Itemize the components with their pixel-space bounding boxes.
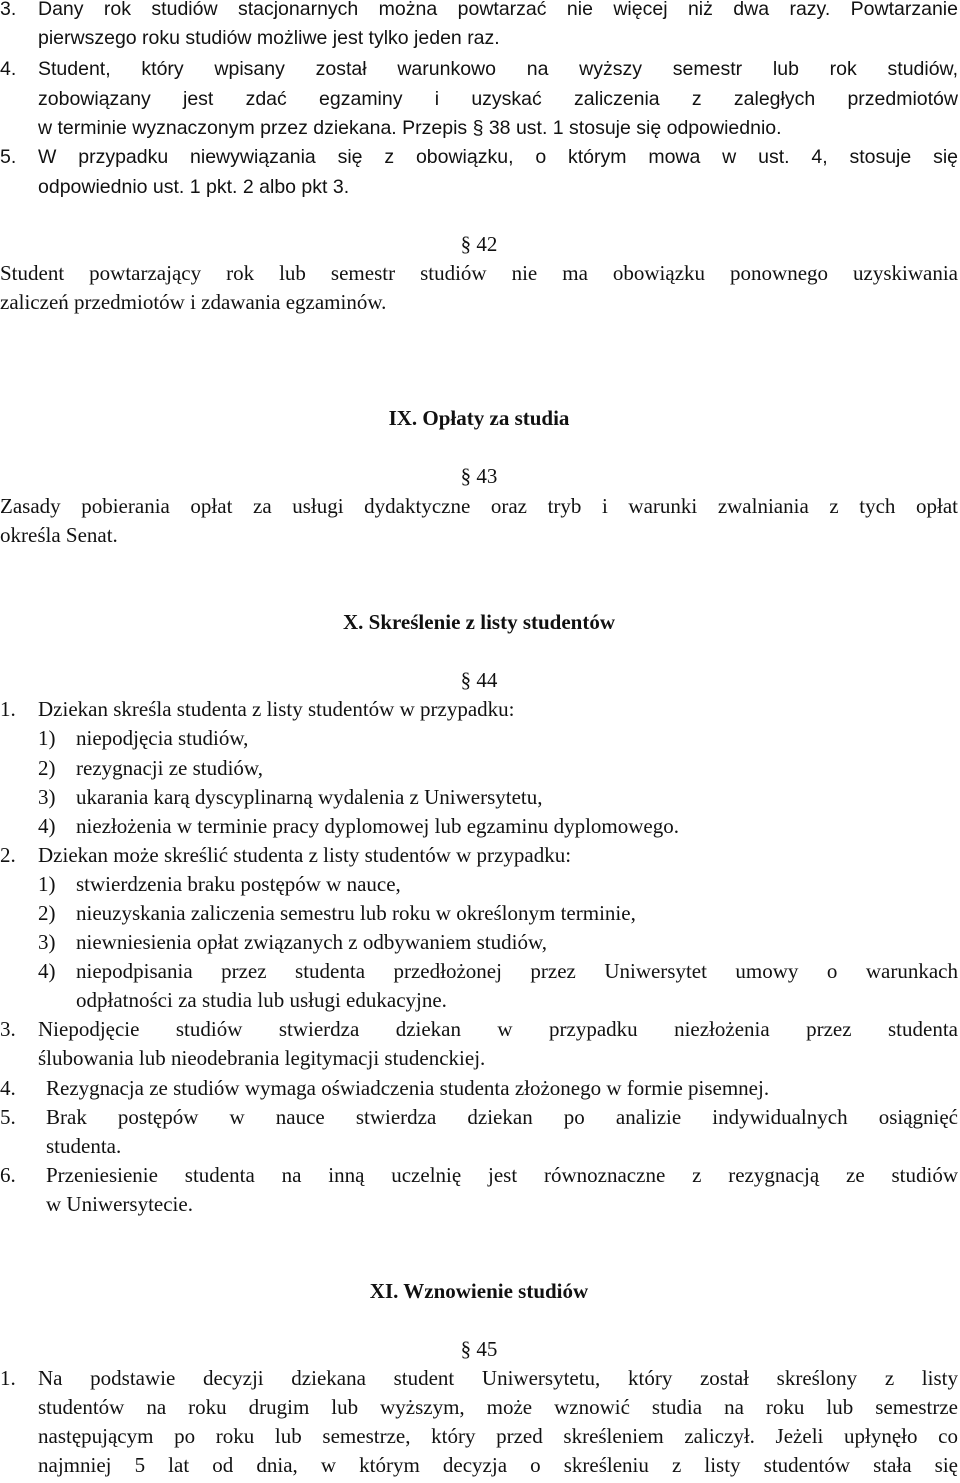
chapter-heading: IX. Opłaty za studia [388,406,570,430]
item-text: Rezygnacja ze studiów wymaga oświadczenia studenta złożonego w formie pisemnej. [46,1076,770,1100]
list-subitem [0,899,958,928]
item-number: 4. [0,1076,16,1100]
item-text: studenta. [46,1134,122,1158]
item-text: odpłatności za studia lub usługi edukacyjne. [76,988,447,1012]
list-item [0,1451,958,1480]
item-number: 5. [0,1105,16,1129]
section-mark: § 43 [460,464,498,488]
item-text: Brak postępów w nauce stwierdza dziekan po analizie indywidualnych osiągnięć [46,1105,958,1129]
list-item [0,1393,958,1422]
list-item [0,841,958,870]
list-item [0,1161,958,1190]
subitem-number: 4) [38,814,56,838]
list-item [0,0,958,24]
item-text: nieuzyskania zaliczenia semestru lub roku w określonym terminie, [76,901,636,925]
item-text: najmniej 5 lat od dnia, w którym decyzja o skreśleniu z listy studentów stała się [38,1453,958,1477]
item-number: 3. [0,1017,16,1041]
list-item [0,1074,958,1103]
item-text: następującym po roku lub semestrze, który przed skreśleniem zaliczył. Jeżeli upłynęło co [38,1424,958,1448]
list-item [0,85,958,114]
list-item [0,695,958,724]
item-number: 1. [0,1366,16,1390]
list-item [0,24,958,53]
chapter-heading: X. Skreślenie z listy studentów [342,610,616,634]
subitem-number: 1) [38,872,56,896]
paragraph-line: Student powtarzający rok lub semestr studiów nie ma obowiązku ponownego uzyskiwania [0,261,958,285]
item-text: Student, który wpisany został warunkowo na wyższy semestr lub rok studiów, [38,58,958,80]
subitem-number: 3) [38,785,56,809]
list-subitem [0,870,958,899]
item-number: 2. [0,843,16,867]
section-mark: § 44 [460,668,498,692]
item-text: stwierdzenia braku postępów w nauce, [76,872,401,896]
item-number: 3. [0,0,17,20]
item-text: Dziekan skreśla studenta z listy studentów w przypadku: [38,697,515,721]
item-text: rezygnacji ze studiów, [76,756,263,780]
list-subitem [0,957,958,986]
subitem-number: 1) [38,726,56,750]
item-text: Przeniesienie studenta na inną uczelnię jest równoznaczne z rezygnacją ze studiów [46,1163,958,1187]
item-number: 5. [0,146,17,168]
list-subitem [0,783,958,812]
chapter-heading: XI. Wznowienie studiów [369,1279,589,1303]
item-number: 4. [0,58,17,80]
item-text: odpowiednio ust. 1 pkt. 2 albo pkt 3. [38,176,350,198]
list-subitem [0,986,958,1015]
list-item [0,143,958,172]
item-text: niewniesienia opłat związanych z odbywaniem studiów, [76,930,547,954]
item-text: w terminie wyznaczonym przez dziekana. Przepis § 38 ust. 1 stosuje się odpowiednio. [38,117,782,139]
item-text: zobowiązany jest zdać egzaminy i uzyskać zaliczenia z zaległych przedmiotów [38,88,958,110]
item-text: niezłożenia w terminie pracy dyplomowej lub egzaminu dyplomowego. [76,814,679,838]
item-text: W przypadku niewywiązania się z obowiązku, o którym mowa w ust. 4, stosuje się [38,146,958,168]
item-text: pierwszego roku studiów możliwe jest tylko jeden raz. [38,27,500,49]
item-text: Dziekan może skreślić studenta z listy studentów w przypadku: [38,843,572,867]
item-number: 6. [0,1163,16,1187]
list-item [0,173,958,202]
list-subitem [0,928,958,957]
list-item [0,1103,958,1132]
list-item [0,114,958,143]
list-item [0,1422,958,1451]
list-subitem [0,724,958,753]
list-subitem [0,754,958,783]
subitem-number: 2) [38,756,56,780]
item-number: 1. [0,697,16,721]
subitem-number: 3) [38,930,56,954]
item-text: ukarania karą dyscyplinarną wydalenia z Uniwersytetu, [76,785,543,809]
paragraph-line: Zasady pobierania opłat za usługi dydaktyczne oraz tryb i warunki zwalniania z tych opłat [0,494,958,518]
item-text: ślubowania lub nieodebrania legitymacji studenckiej. [38,1046,486,1070]
item-text: Niepodjęcie studiów stwierdza dziekan w przypadku niezłożenia przez studenta [38,1017,958,1041]
list-item [0,55,958,84]
list-item [0,1044,958,1073]
paragraph-line: zaliczeń przedmiotów i zdawania egzaminów. [0,290,387,314]
item-text: w Uniwersytecie. [46,1192,193,1216]
item-text: niepodpisania przez studenta przedłożonej przez Uniwersytet umowy o warunkach [76,959,958,983]
list-item [0,1132,958,1161]
list-item [0,1015,958,1044]
section-mark: § 45 [460,1337,498,1361]
item-text: studentów na roku drugim lub wyższym, może wznowić studia na roku lub semestrze [38,1395,958,1419]
list-item [0,1364,958,1393]
item-text: Na podstawie decyzji dziekana student Uniwersytetu, który został skreślony z listy [38,1366,958,1390]
list-item [0,1190,958,1219]
list-subitem [0,812,958,841]
item-text: niepodjęcia studiów, [76,726,249,750]
subitem-number: 2) [38,901,56,925]
section-mark: § 42 [460,232,498,256]
item-text: Dany rok studiów stacjonarnych można powtarzać nie więcej niż dwa razy. Powtarzanie [38,0,958,20]
paragraph-line: określa Senat. [0,523,118,547]
subitem-number: 4) [38,959,56,983]
